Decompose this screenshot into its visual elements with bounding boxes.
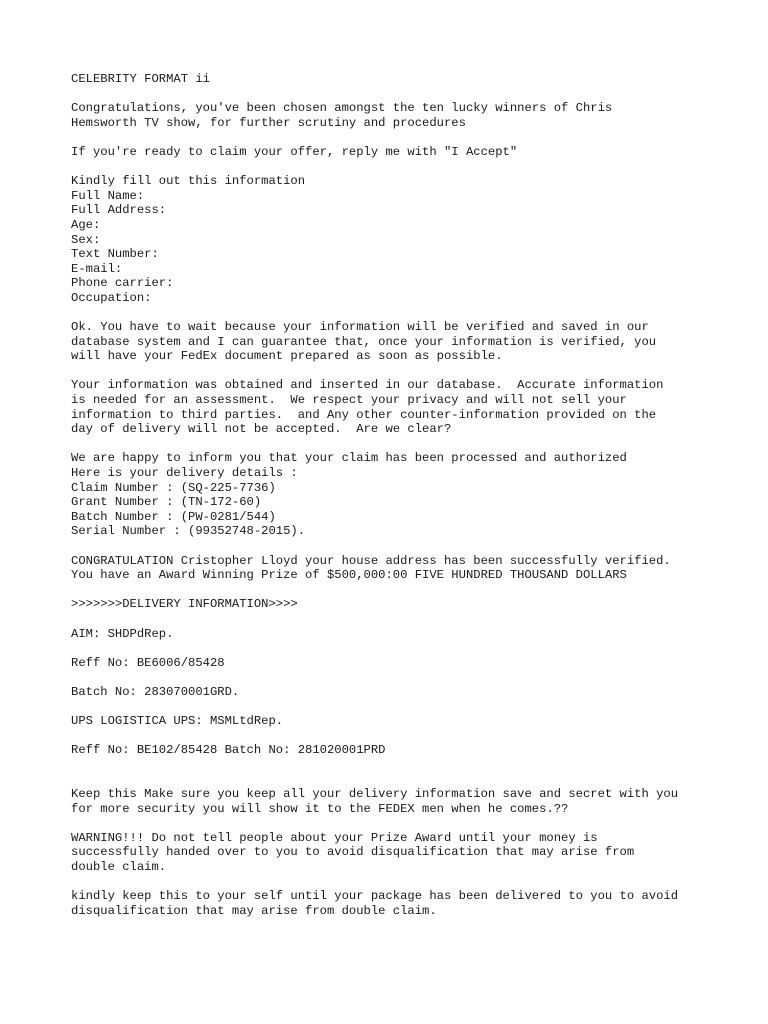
text-line: database system and I can guarantee that, once your information is verified, you [71,334,657,349]
form-field-label: Full Address: [71,203,167,218]
text-line: is needed for an assessment. We respect your privacy and will not sell your [71,393,627,408]
verified-paragraph [71,554,731,583]
form-intro: Kindly fill out this information [71,174,306,189]
reff-line-1: Reff No: BE6006/85428 [71,655,225,670]
serial-number: Serial Number : (99352748-2015). [71,524,306,539]
claim-number: Claim Number : (SQ-225-7736) [71,480,276,495]
aim-line: AIM: SHDPdRep. [71,626,174,641]
ups-line: UPS LOGISTICA UPS: MSMLtdRep. [71,714,284,729]
form-field-label: Age: [71,217,101,232]
keep-paragraph [71,787,731,816]
text-line: disqualification that may arise from double claim. [71,903,437,918]
text-line: Here is your delivery details : [71,466,298,481]
form-field-label: Sex: [71,232,101,247]
text-line: Congratulations, you've been chosen amongst the ten lucky winners of Chris [71,101,613,116]
text-line: successfully handed over to you to avoid disqualification that may arise from [71,845,635,860]
grant-number: Grant Number : (TN-172-60) [71,495,262,510]
congrats-paragraph [71,101,731,130]
text-line: CONGRATULATION Cristopher Lloyd your house address has been successfully verified. [71,553,671,568]
document-title: CELEBRITY FORMAT ii [71,72,210,86]
form-field-label: Occupation: [71,290,152,305]
kindly-paragraph [71,889,731,918]
text-line: will have your FedEx document prepared as soon as possible. [71,349,503,364]
form-paragraph [71,174,731,305]
text-line: WARNING!!! Do not tell people about your Prize Award until your money is [71,830,598,845]
text-line: Your information was obtained and inserted in our database. Accurate information [71,378,664,393]
text-line: information to third parties. and Any other counter-information provided on the [71,407,657,422]
text-line: for more security you will show it to the FEDEX men when he comes.?? [71,801,569,816]
text-line: day of delivery will not be accepted. Are we clear? [71,422,452,437]
form-field-label: Full Name: [71,188,145,203]
wait-paragraph [71,320,731,364]
text-line: You have an Award Winning Prize of $500,000:00 FIVE HUNDRED THOUSAND DOLLARS [71,568,627,583]
reff-line-2: Reff No: BE102/85428 Batch No: 281020001PRD [71,743,386,758]
text-line: We are happy to inform you that your claim has been processed and authorized [71,451,627,466]
text-line: Hemsworth TV show, for further scrutiny and procedures [71,115,466,130]
delivery-header: >>>>>>>DELIVERY INFORMATION>>>> [71,597,298,612]
form-field-label: Phone carrier: [71,276,174,291]
warning-paragraph [71,831,731,875]
ready-paragraph: If you're ready to claim your offer, reply me with "I Accept" [71,144,518,159]
processed-paragraph [71,451,731,539]
document-page [71,72,731,933]
text-line: kindly keep this to your self until your package has been delivered to you to avoid [71,889,679,904]
text-line: Ok. You have to wait because your information will be verified and saved in our [71,320,649,335]
obtained-paragraph [71,378,731,436]
batch-number: Batch Number : (PW-0281/544) [71,509,276,524]
form-field-label: E-mail: [71,261,123,276]
text-line: double claim. [71,860,167,875]
form-field-label: Text Number: [71,247,159,262]
text-line: Keep this Make sure you keep all your delivery information save and secret with you [71,787,679,802]
batch-line-1: Batch No: 283070001GRD. [71,684,240,699]
